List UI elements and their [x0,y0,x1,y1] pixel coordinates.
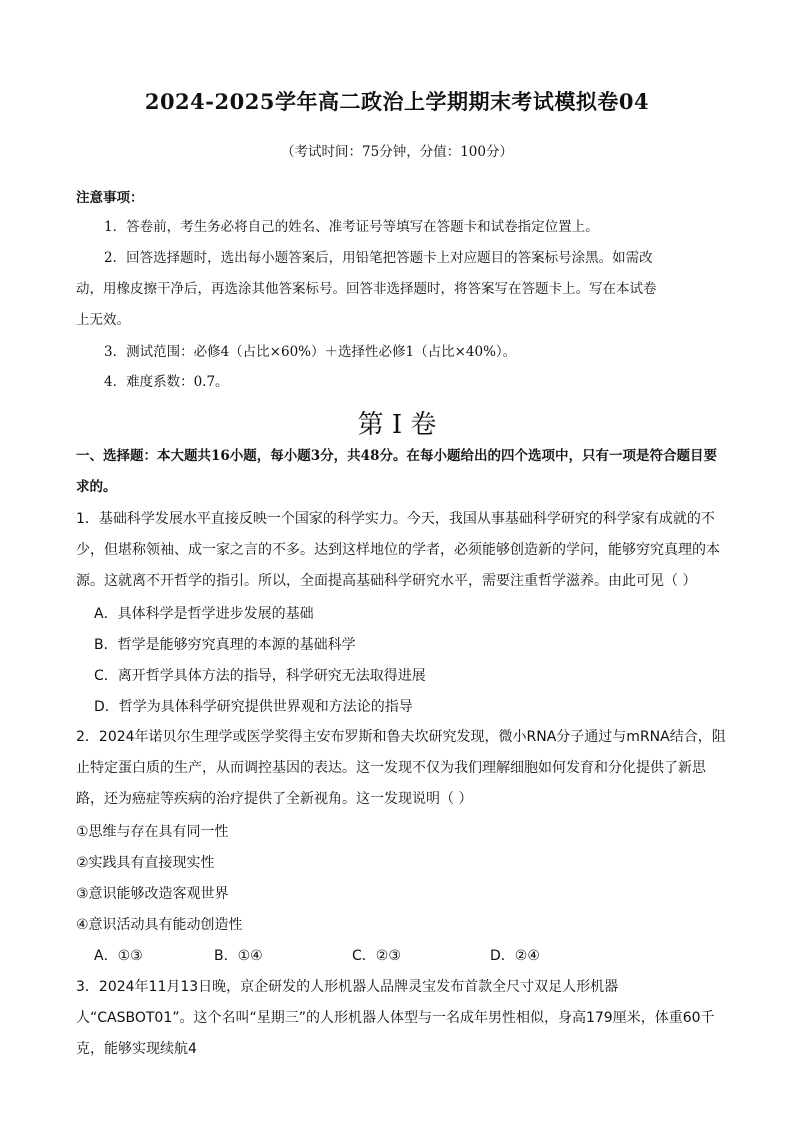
question-3-stem: 3．2024年11月13日晚，京企研发的人形机器人品牌灵宝发布首款全尺寸双足人形机器人“CASBOT01”。这个名叫“星期三”的人形机器人体型与一名成年男性相似，身高179厘米，体重60千克，能够实现续航4 [76,979,715,1057]
section-title: 第 I 卷 [357,410,437,440]
question-2-statement-3: ③意识能够改造客观世界 [76,886,229,902]
question-1-option-b: B．哲学是能够穷究真理的本源的基础科学 [94,637,356,653]
notice-item-2: 2．回答选择题时，选出每小题答案后，用铅笔把答题卡上对应题目的答案标号涂黑。如需改动，用橡皮擦干净后，再选涂其他答案标号。回答非选择题时，将答案写在答题卡上。写在本试卷上无效。 [76,250,657,328]
notice-item-4: 4．难度系数：0.7。 [104,374,229,390]
question-2-statement-4: ④意识活动具有能动创造性 [76,917,243,933]
question-2-option-a: A．①③ [94,948,143,964]
question-2-stem: 2．2024年诺贝尔生理学或医学奖得主安布罗斯和鲁夫坎研究发现，微小RNA分子通过与mRNA结合，阻止特定蛋白质的生产，从而调控基因的表达。这一发现不仅为我们理解细胞如何发育和分化提供了新思路，还为癌症等疾病的治疗提供了全新视角。这一发现说明（ ） [76,729,726,807]
question-1-stem: 1．基础科学发展水平直接反映一个国家的科学实力。今天，我国从事基础科学研究的科学家有成就的不少，但堪称领袖、成一家之言的不多。达到这样地位的学者，必须能够创造新的学问，能够穷究真理的本源。这就离不开哲学的指引。所以，全面提高基础科学研究水平，需要注重哲学滋养。由此可见（ ） [76,511,720,589]
question-2-statement-2: ②实践具有直接现实性 [76,855,215,871]
question-1-option-c: C．离开哲学具体方法的指导，科学研究无法取得进展 [94,668,426,684]
question-1-option-d: D．哲学为具体科学研究提供世界观和方法论的指导 [94,699,413,715]
question-2-option-b: B．①④ [214,948,263,964]
exam-title: 2024-2025学年高二政治上学期期末考试模拟卷04 [144,89,650,114]
notice-item-3: 3．测试范围：必修4（占比×60%）＋选择性必修1（占比×40%）。 [104,344,517,360]
multiple-choice-header: 一、选择题：本大题共16小题，每小题3分，共48分。在每小题给出的四个选项中，只有一项是符合题目要求的。 [76,448,717,495]
question-2-statement-1: ①思维与存在具有同一性 [76,824,229,840]
exam-subtitle: （考试时间：75分钟，分值：100分） [281,144,513,160]
question-2-option-c: C．②③ [352,948,401,964]
notice-heading: 注意事项： [76,190,144,206]
question-1-option-a: A．具体科学是哲学进步发展的基础 [94,606,314,622]
question-2-option-d: D．②④ [490,948,540,964]
notice-item-1: 1．答卷前，考生务必将自己的姓名、准考证号等填写在答题卡和试卷指定位置上。 [104,219,599,235]
